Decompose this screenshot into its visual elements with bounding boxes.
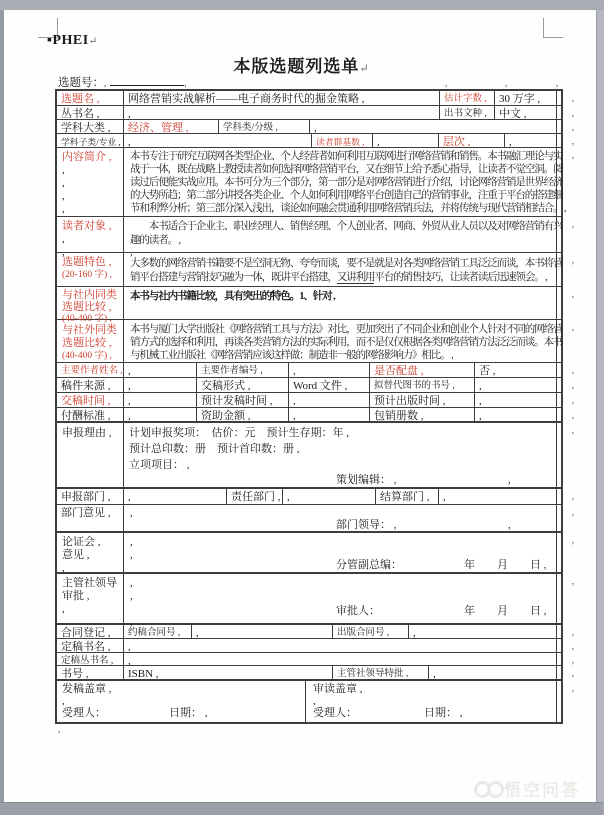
table-cell: [124, 393, 197, 407]
cell-text: 付酬标准 ,: [61, 410, 111, 422]
table-cell: [289, 378, 370, 392]
cell-text-line: 发稿盖章 ,: [62, 683, 112, 695]
table-cell: [370, 363, 475, 377]
cell-text: ,: [128, 641, 131, 653]
crop-mark-top-right-vertical: [543, 18, 544, 38]
row-end-pilcrow-mark: ,: [571, 380, 574, 390]
row-end-pilcrow-mark: ,: [571, 491, 574, 501]
table-cell: [124, 134, 312, 147]
cell-text: ,: [128, 136, 131, 148]
table-cell: [124, 423, 557, 487]
cell-text-line: 受理人：: [62, 707, 106, 719]
cell-text-line: 读过后便能实战应用。本书可分为三个部分，第一部分是对网络营销进行介绍，讨论网络营销是世界经济: [130, 177, 563, 188]
cell-text: ,: [293, 395, 296, 407]
row-end-pilcrow-mark: ,: [571, 150, 574, 160]
table-row: [57, 574, 574, 628]
cell-text-line: 销方式的选择和利用，再谈各类营销方法的实际利用，而不是仅仅根据各类网络营销方法泛泛而谈。本书: [130, 337, 563, 348]
row-end-pilcrow-mark: ,: [571, 627, 574, 637]
cell-text-line: 年 月 日 ,: [464, 605, 547, 617]
row-end-pilcrow-mark: ,: [571, 641, 574, 651]
crop-mark-top-right-horizontal: [543, 37, 563, 38]
cell-text: 经济、管理 ,: [128, 122, 189, 134]
table-cell: [57, 217, 124, 258]
table-row: [57, 287, 574, 324]
table-row: [57, 120, 574, 134]
cell-text: ,: [287, 491, 290, 503]
row-end-pilcrow-mark: ,: [571, 255, 574, 265]
table-cell: [440, 91, 495, 105]
cell-text: ,: [196, 627, 199, 639]
topic-number-line: [58, 74, 187, 90]
table-row: [57, 653, 574, 667]
cell-text: ,: [128, 410, 131, 422]
cell-text-line: ,: [62, 190, 65, 202]
cell-text: ,: [128, 491, 131, 503]
table-cell: [283, 489, 376, 504]
table-row: [57, 393, 574, 408]
table-cell: [57, 393, 124, 407]
cell-text-line: ,: [130, 577, 133, 589]
table-row: [57, 148, 574, 217]
table-cell: [440, 106, 495, 119]
logo-text: PHEI: [52, 33, 89, 48]
table-cell: [124, 287, 557, 319]
cell-text: 学科大类 ,: [61, 122, 111, 134]
cell-text-line: 节和利弊分析；第三部分深入浅出，谈论如何融会贯通利用网络营销兵法，并将传统与现代营销相结合。 ,: [130, 203, 566, 214]
cell-text-line: 大多数的网络营销书籍要不是空洞无物、夸夸而谈，要不是就是对各类网络营销工具泛泛而谈，本书将营: [130, 258, 563, 269]
table-cell: [57, 681, 306, 722]
cell-text-line: [130, 272, 547, 284]
cell-text-line: 立项项目： ,: [129, 459, 190, 471]
table-cell: [333, 625, 409, 638]
pilcrow-mark: ,: [104, 78, 107, 88]
cell-text: 选题名 ,: [61, 93, 100, 105]
table-cell: [57, 363, 124, 377]
cell-text-line: 部门领导： ,: [336, 519, 397, 531]
cell-text: 层次 ,: [443, 136, 471, 148]
table-cell: [57, 91, 124, 105]
background-strip-right: [596, 10, 604, 802]
cell-text-line: ,: [62, 695, 65, 707]
cell-text: 合同登记 ,: [61, 627, 111, 639]
cell-text: 申报部门 ,: [61, 491, 111, 503]
table-cell: [124, 489, 227, 504]
table-row: [57, 639, 574, 653]
table-cell: [57, 287, 124, 324]
cell-text: 资助金额 ,: [201, 410, 251, 422]
row-end-pilcrow-mark: ,: [571, 668, 574, 678]
table-cell: [124, 253, 563, 286]
table-cell: [197, 408, 289, 421]
cell-text: 包销册数 ,: [374, 410, 424, 422]
cell-text: ,: [128, 395, 131, 407]
table-cell: [289, 363, 370, 377]
topic-number-blank: [110, 75, 187, 88]
cell-text-segment: 平台的销售技巧，让读者读后迅速领会。 ,: [374, 272, 547, 283]
cell-text-line: 选题比较 ,: [62, 337, 112, 349]
cell-text: 部门意见 ,: [61, 507, 111, 519]
cell-text: 定稿丛书名 ,: [61, 656, 114, 666]
cell-text-line: 日期： ,: [169, 707, 208, 719]
table-cell: [124, 666, 333, 679]
cell-text-line: 与社内同类: [62, 289, 117, 301]
table-row: [57, 378, 574, 393]
cell-text-line: ,: [130, 507, 133, 519]
cell-text-line: (40-400 字) ,: [62, 314, 112, 324]
background-band-bottom: [0, 802, 603, 815]
table-row: [57, 423, 574, 489]
cell-text: ISBN ,: [128, 668, 159, 680]
cell-text: ,: [443, 491, 446, 503]
cell-text-line: 分管副总编：: [336, 559, 402, 571]
table-cell: [57, 134, 124, 147]
cell-text: 否 ,: [479, 365, 496, 377]
cell-text-line: ,: [62, 203, 65, 215]
cell-text-line: 与社外同类: [62, 324, 117, 336]
table-cell: [124, 106, 440, 119]
cell-text: ,: [479, 380, 482, 392]
table-cell: [289, 408, 370, 421]
cell-text: 结算部门 ,: [380, 491, 430, 503]
pilcrow-mark: ,: [445, 78, 448, 88]
table-cell: [429, 666, 557, 679]
cell-text-line: 的大势所趋；第二部分讲授各类企业、个人如何利用网络平台创造自己的营销事业，注重于平台的搭建细: [130, 190, 563, 201]
wukong-logo-icon: [474, 778, 504, 800]
table-cell: [495, 106, 557, 119]
table-cell: [439, 134, 505, 147]
table-row: [57, 489, 574, 505]
cell-text: 拟替代图书的书号 ,: [374, 381, 455, 391]
table-cell: [57, 320, 124, 362]
table-cell: [124, 533, 557, 572]
table-row: [57, 408, 574, 423]
cell-text: 书号 ,: [61, 668, 89, 680]
cell-text-line: 审批 ,: [62, 590, 90, 602]
cell-text: 出版合同号 ,: [337, 628, 390, 638]
cell-text-line: 审批人：: [336, 605, 380, 617]
cell-text: 定稿书名 ,: [61, 641, 111, 653]
table-cell: [310, 120, 557, 133]
table-row: [57, 217, 574, 258]
paragraph-return-icon: ↵: [88, 36, 98, 47]
table-cell: [57, 378, 124, 392]
table-cell: [57, 106, 124, 119]
row-end-pilcrow-mark: ,: [571, 507, 574, 517]
cell-text: 是否配盘 ,: [374, 365, 424, 377]
cell-text: ,: [479, 395, 482, 407]
table-cell: [227, 489, 283, 504]
cell-text-line: 受理人：: [313, 707, 357, 719]
cell-text: ,: [479, 410, 482, 422]
cell-text: ,: [128, 108, 131, 120]
cell-text: 中文 ,: [499, 108, 527, 120]
cell-text: ,: [509, 136, 512, 148]
table-cell: [124, 505, 557, 531]
row-end-pilcrow-mark: ,: [571, 535, 574, 545]
table-cell: [124, 363, 197, 377]
cell-text-line: ,: [62, 562, 65, 574]
table-cell: [57, 574, 124, 623]
table-cell: [124, 148, 566, 216]
row-end-pilcrow-mark: ,: [571, 576, 574, 586]
cell-text-line: ,: [62, 233, 65, 245]
table-cell: [370, 378, 475, 392]
cell-text-line: ,: [62, 177, 65, 189]
cell-text: 预计发稿时间 ,: [201, 395, 273, 407]
table-cell: [197, 363, 289, 377]
row-end-pilcrow-mark: ,: [571, 655, 574, 665]
cell-text-line: ,: [130, 247, 132, 258]
table-cell: [475, 393, 557, 407]
cell-text-line: ,: [508, 519, 511, 531]
cell-text-line: 与机械工业出版社《网络营销应该这样做：制造非一般的网络影响力》相比。 ,: [130, 350, 453, 361]
row-end-pilcrow-mark: ,: [571, 122, 574, 132]
cell-text-line: 论证会 ,: [62, 536, 101, 548]
cell-text: 网络营销实战解析——电子商务时代的掘金策略 ,: [128, 93, 365, 105]
table-cell: [57, 423, 124, 487]
table-cell: [475, 408, 557, 421]
watermark: [474, 776, 580, 801]
table-cell: [124, 91, 440, 105]
row-end-pilcrow-mark: ,: [571, 395, 574, 405]
cell-text-line: ,: [130, 549, 133, 561]
cell-text: ,: [433, 668, 436, 680]
cell-text-line: 策划编辑： ,: [336, 474, 397, 486]
selection-form-table: [55, 89, 574, 724]
table-row: [57, 91, 574, 106]
row-end-pilcrow-mark: ,: [571, 93, 574, 103]
cell-text: 学科子类/专业 ,: [61, 137, 121, 147]
table-cell: [57, 408, 124, 421]
row-end-pilcrow-mark: ,: [571, 108, 574, 118]
table-row: [57, 505, 574, 533]
cell-text-line: (20-160 字) ,: [62, 270, 112, 280]
cell-text: ,: [293, 365, 296, 377]
row-end-pilcrow-mark: ,: [571, 425, 574, 435]
cell-text-line: 战于一体，既在战略上教授读者如何选择网络营销平台，又在细节上给予悉心指导，让读者不觉空洞。阅: [130, 164, 563, 175]
cell-text-line: ,: [130, 616, 133, 628]
cell-text: Word 文件 ,: [293, 380, 348, 392]
table-cell: [57, 148, 124, 216]
table-cell: [312, 134, 373, 147]
table-cell: [197, 393, 289, 407]
cell-text: ,: [128, 655, 131, 667]
table-cell: [370, 408, 475, 421]
table-cell: [57, 253, 124, 286]
publisher-logo: [47, 33, 98, 49]
cell-text-line: (40-400 字) ,: [62, 351, 112, 361]
cell-text-line: ,: [508, 474, 511, 486]
cell-text: ,: [377, 136, 380, 148]
row-end-pilcrow-mark: ,: [571, 289, 574, 299]
table-cell: [57, 533, 124, 572]
table-cell: [289, 393, 370, 407]
pilcrow-mark: ,: [505, 78, 508, 88]
cell-text-line: 本书与厦门大学出版社《网络营销工具与方法》对比，更加突出了不同企业和创业个人针对不同的网络营: [130, 324, 563, 335]
table-cell: [57, 666, 124, 679]
form-title-text: 本版选题列选单: [233, 57, 360, 76]
cell-text: 估计字数 ,: [444, 94, 487, 104]
table-cell: [124, 408, 197, 421]
table-cell: [376, 489, 439, 504]
cell-text-line: 读者对象 ,: [62, 220, 112, 232]
row-end-pilcrow-mark: ,: [571, 683, 574, 693]
pilcrow-mark: ,: [556, 78, 559, 88]
table-cell: [57, 625, 124, 638]
cell-text-line: 趣的读者。 ,: [130, 235, 181, 246]
table-cell: [57, 505, 124, 531]
cell-text: 学科类/分级 ,: [223, 123, 278, 133]
table-cell: [57, 639, 124, 652]
table-cell: [124, 625, 192, 638]
row-end-pilcrow-mark: ,: [571, 365, 574, 375]
table-cell: [57, 120, 124, 133]
cell-text-line: 选题比较 ,: [62, 301, 112, 313]
cell-text-line: ,: [62, 603, 65, 615]
cell-text: ,: [314, 122, 317, 134]
table-row: [57, 533, 574, 574]
cell-text-line: 意见 ,: [62, 549, 90, 561]
table-cell: [124, 574, 557, 628]
cell-text: 30 万字 ,: [499, 93, 541, 105]
table-cell: [57, 489, 124, 504]
table-cell: [57, 653, 124, 665]
cell-text-line: 预计总印数：册 预计首印数：册 ,: [129, 443, 300, 455]
table-row: [57, 681, 574, 722]
cell-text: 交稿时间 ,: [61, 395, 111, 407]
cell-text: 主管社领导特批 ,: [337, 669, 409, 679]
logo-bullet-icon: ▪: [47, 33, 53, 48]
table-cell: [124, 217, 563, 258]
cell-text-line: 年 月 日 ,: [464, 559, 547, 571]
cell-text: ,: [413, 627, 416, 639]
table-cell: [219, 120, 310, 133]
cell-text: ,: [128, 365, 131, 377]
cell-text: ,: [128, 380, 131, 392]
table-cell: [495, 91, 557, 105]
cell-text: 稿件来源 ,: [61, 380, 111, 392]
table-cell: [124, 639, 557, 652]
cell-text-line: 本书与社内书籍比较，具有突出的特色。1、针对 ,: [130, 291, 335, 302]
cell-text-segment: 又讲利用: [336, 272, 375, 283]
pilcrow-mark: ,: [184, 78, 187, 88]
cell-text-line: 申报理由 ,: [62, 427, 112, 439]
table-cell: [370, 393, 475, 407]
table-cell: [124, 120, 219, 133]
table-cell: [475, 378, 557, 392]
cell-text: 主要作者姓名 ,: [61, 366, 123, 376]
cell-text-line: 本书专注于研究互联网各类型企业、个人经营者如何利用互联网进行网络营销和销售。本书融汇理论与实: [130, 151, 563, 162]
table-cell: [124, 653, 557, 665]
cell-text-line: 本书适合于企业主、职业经理人、销售经理、个人创业者、网商、外贸从业人员以及对网络营销有兴: [130, 221, 563, 232]
table-cell: [439, 489, 557, 504]
watermark-text: 悟空问答: [504, 781, 580, 800]
cell-text-line: 审读盖章 ,: [313, 683, 363, 695]
cell-text-line: ,: [62, 164, 65, 176]
cell-text: 约稿合同号 ,: [128, 628, 181, 638]
cell-text: 交稿形式 ,: [201, 380, 251, 392]
table-row: [57, 320, 574, 363]
table-row: [57, 106, 574, 120]
row-end-pilcrow-mark: ,: [571, 322, 574, 332]
table-cell: [373, 134, 439, 147]
table-cell: [333, 666, 429, 679]
pilcrow-mark: ,: [58, 724, 61, 734]
table-cell: [409, 625, 557, 638]
paragraph-return-icon: ↵: [359, 63, 370, 75]
row-end-pilcrow-mark: ,: [571, 410, 574, 420]
table-cell: [306, 681, 557, 722]
table-row: [57, 134, 574, 148]
table-cell: [475, 363, 557, 377]
table-row: [57, 625, 574, 639]
cell-text-line: 日期： ,: [424, 707, 463, 719]
topic-number-label: 选题号：: [58, 77, 104, 89]
table-row: [57, 363, 574, 378]
table-cell: [124, 378, 197, 392]
table-cell: [505, 134, 557, 147]
cell-text-segment: 销平台搭建与营销技巧融为一体，既讲平台搭建，: [130, 272, 337, 283]
cell-text-line: ,: [313, 695, 316, 707]
table-row: [57, 253, 574, 287]
cell-text-line: 选题特色 ,: [62, 256, 112, 268]
table-row: [57, 666, 574, 681]
cell-text-line: 内容简介 ,: [62, 151, 112, 163]
table-cell: [192, 625, 333, 638]
cell-text: 责任部门 ,: [231, 491, 281, 503]
cell-text: 读者群基数 ,: [316, 137, 365, 147]
cell-text-line: 主管社领导: [62, 577, 117, 589]
cell-text: 出书文种 ,: [444, 109, 487, 119]
table-cell: [124, 320, 563, 362]
cell-text: 丛书名 ,: [61, 108, 100, 120]
table-cell: [197, 378, 289, 392]
row-end-pilcrow-mark: ,: [571, 136, 574, 146]
cell-text: ,: [293, 410, 296, 422]
background-band-top: [0, 0, 603, 10]
cell-text-line: ,: [62, 246, 65, 258]
row-end-pilcrow-mark: ,: [571, 219, 574, 229]
cell-text: 主要作者编号 ,: [201, 366, 263, 376]
cell-text: 预计出版时间 ,: [374, 395, 446, 407]
cell-text-line: ,: [130, 536, 133, 548]
cell-text-line: 计划申报奖项： 估价：元 预计生存期：年 ,: [129, 427, 349, 439]
cell-text-line: ,: [130, 590, 133, 602]
